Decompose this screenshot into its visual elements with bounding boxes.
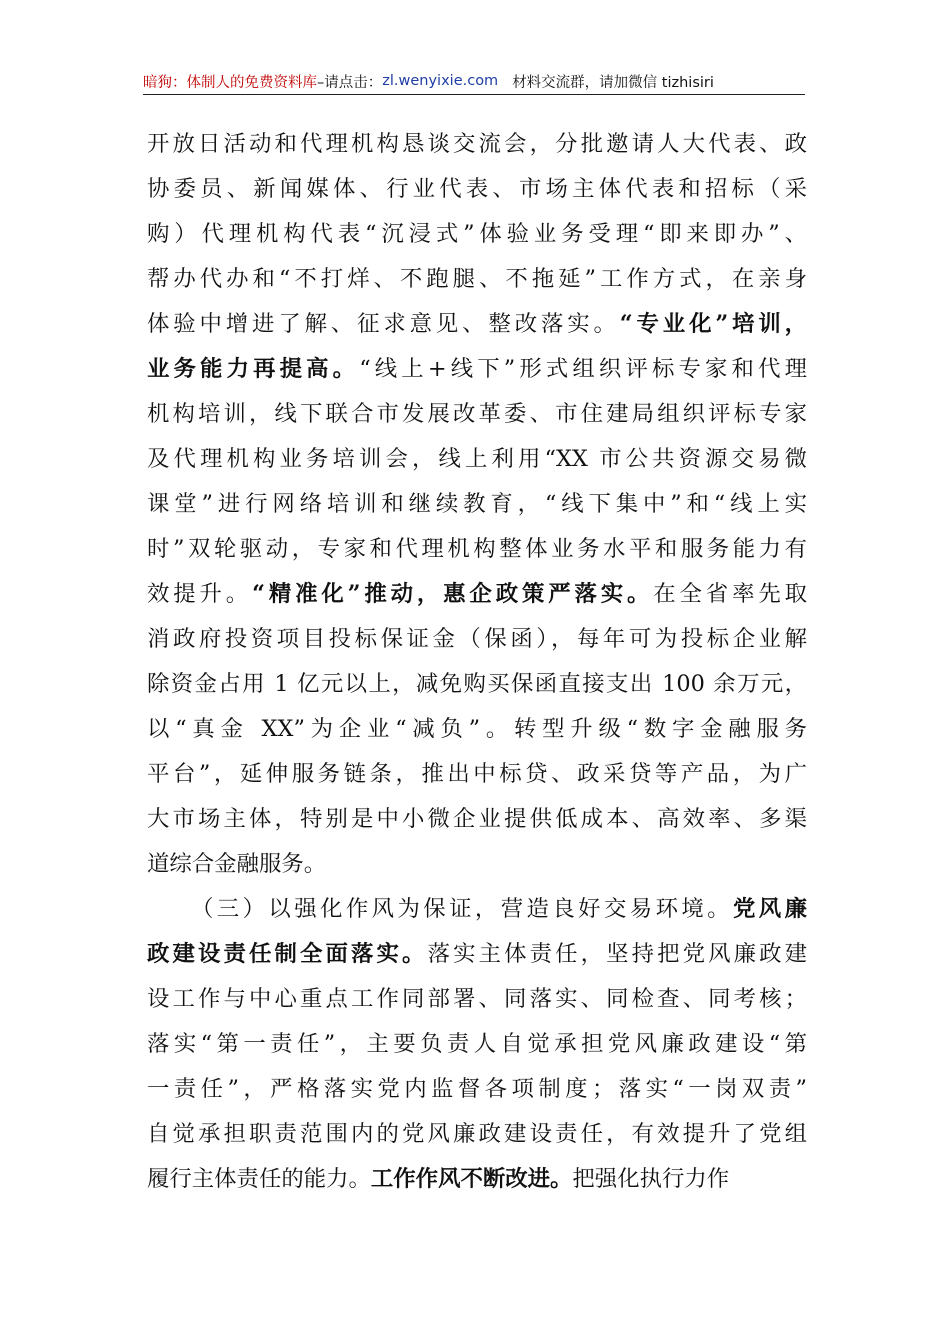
text-line xyxy=(147,797,807,842)
body-text-segment: 开放日活动和代理机构恳谈交流会，分批邀请人大代表、政 xyxy=(147,131,807,157)
body-text-segment: 除资金占用 1 亿元以上，减免购买保函直接支出 100 余万元， xyxy=(147,671,807,697)
text-line xyxy=(147,1022,807,1067)
text-line xyxy=(147,482,807,527)
body-text-segment: 以“真金 XX”为企业“减负”。转型升级“数字金融服务 xyxy=(147,716,807,742)
text-line xyxy=(147,392,807,437)
body-text-segment: 落实“第一责任”，主要负责人自觉承担党风廉政建设“第 xyxy=(147,1031,807,1057)
body-text-segment: 履行主体责任的能力。 xyxy=(147,1166,371,1192)
text-line xyxy=(147,122,807,167)
bold-heading-text: “精准化”推动，惠企政策严落实。 xyxy=(252,581,654,607)
body-text-segment: 消政府投资项目投标保证金（保函），每年可为投标企业解 xyxy=(147,626,807,652)
document-body xyxy=(147,122,807,1202)
text-line xyxy=(147,662,807,707)
body-text-segment: 把强化执行力作 xyxy=(572,1166,730,1192)
page-header xyxy=(143,68,805,95)
body-text-segment: “线上+线下”形式组织评标专家和代理 xyxy=(359,356,808,382)
body-text-segment: 道综合金融服务。 xyxy=(147,851,327,877)
text-line xyxy=(147,437,807,482)
body-text-segment: 落实主体责任，坚持把党风廉政建 xyxy=(427,941,808,967)
bold-heading-text: “专业化”培训， xyxy=(619,311,808,337)
bold-heading-text: 工作作风不断改进。 xyxy=(370,1166,573,1192)
body-text-segment: 购）代理机构代表“沉浸式”体验业务受理“即来即办”、 xyxy=(147,221,807,247)
text-line xyxy=(147,347,807,392)
body-text-segment: 帮办代办和“不打烊、不跑腿、不拖延”工作方式，在亲身 xyxy=(147,266,807,292)
bold-heading-text: 业务能力再提高。 xyxy=(147,356,360,382)
body-text-segment: 机构培训，线下联合市发展改革委、市住建局组织评标专家 xyxy=(147,401,807,427)
body-text-segment: 设工作与中心重点工作同部署、同落实、同检查、同考核； xyxy=(147,986,807,1012)
body-text-segment: 平台”，延伸服务链条，推出中标贷、政采贷等产品，为广 xyxy=(147,761,807,787)
text-line xyxy=(147,212,807,257)
body-text-segment: 效提升。 xyxy=(147,581,253,607)
text-line xyxy=(147,977,807,1022)
body-text-segment: 自觉承担职责范围内的党风廉政建设责任，有效提升了党组 xyxy=(147,1121,807,1147)
text-line xyxy=(147,617,807,662)
body-text-segment: 一责任”，严格落实党内监督各项制度；落实“一岗双责” xyxy=(147,1076,807,1102)
text-line xyxy=(147,752,807,797)
bold-heading-text: 党风廉 xyxy=(733,896,808,922)
body-text-segment: 体验中增进了解、征求意见、整改落实。 xyxy=(147,311,620,337)
header-click-prompt: –请点击： xyxy=(317,74,383,91)
header-website-link[interactable]: zl.wenyixie.com xyxy=(382,73,499,89)
text-line xyxy=(147,527,807,572)
text-line xyxy=(147,257,807,302)
text-line xyxy=(147,707,807,752)
text-line xyxy=(147,1067,807,1112)
body-text-segment: 在全省率先取 xyxy=(653,581,807,607)
body-text-segment: 协委员、新闻媒体、行业代表、市场主体代表和招标（采 xyxy=(147,176,807,202)
header-wechat-note: 材料交流群，请加微信 tizhisiri xyxy=(512,74,714,91)
text-line xyxy=(147,1112,807,1157)
body-text-segment: 时”双轮驱动，专家和代理机构整体业务水平和服务能力有 xyxy=(147,536,807,562)
text-line xyxy=(147,302,807,347)
text-line xyxy=(147,167,807,212)
text-line xyxy=(147,887,807,932)
body-text-segment: （三）以强化作风为保证，营造良好交易环境。 xyxy=(191,896,733,922)
text-line xyxy=(147,932,807,977)
text-line xyxy=(147,572,807,617)
body-text-segment: 及代理机构业务培训会，线上利用“XX 市公共资源交易微 xyxy=(147,446,807,472)
header-site-name: 暗狗：体制人的免费资料库 xyxy=(143,74,317,91)
bold-heading-text: 政建设责任制全面落实。 xyxy=(147,941,428,967)
text-line xyxy=(147,842,807,887)
text-line xyxy=(147,1157,807,1202)
body-text-segment: 课堂”进行网络培训和继续教育，“线下集中”和“线上实 xyxy=(147,491,807,517)
body-text-segment: 大市场主体，特别是中小微企业提供低成本、高效率、多渠 xyxy=(147,806,807,832)
